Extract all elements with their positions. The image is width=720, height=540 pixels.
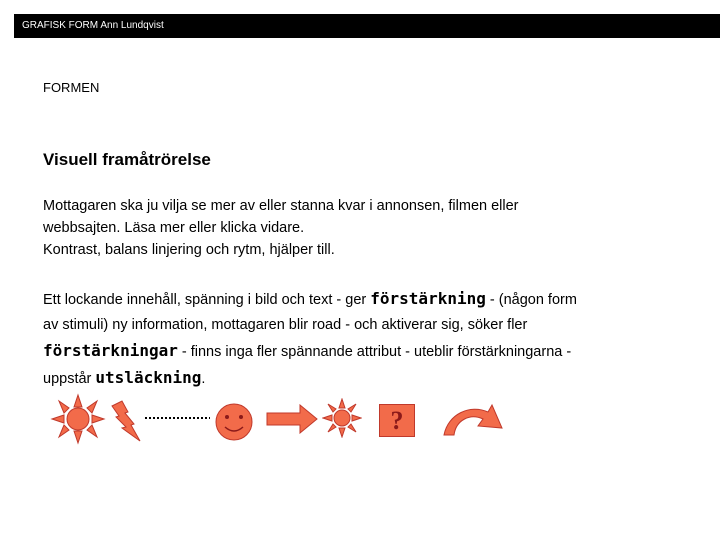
text-run: . — [201, 371, 206, 387]
paragraph-line — [43, 286, 683, 313]
intro-line: Mottagaren ska ju vilja se mer av eller stanna kvar i annonsen, filmen eller — [43, 198, 519, 214]
intro-text — [43, 195, 643, 261]
header-bar — [14, 14, 720, 38]
text-run: - finns inga fler spännande attribut - uteblir förstärkningarna - — [177, 344, 572, 360]
intro-line: webbsajten. Läsa mer eller klicka vidare. — [43, 220, 305, 236]
term-forstarkning: förstärkning — [370, 289, 486, 308]
section-label: FORMEN — [43, 80, 100, 95]
lightning-icon — [110, 400, 142, 442]
term-forstarkningar: förstärkningar — [43, 341, 178, 360]
curved-arrow-icon — [442, 402, 504, 438]
smiley-icon — [214, 402, 254, 442]
header-title: GRAFISK FORM Ann Lundqvist — [22, 20, 164, 31]
text-run: uppstår — [43, 371, 96, 387]
slide-heading: Visuell framåtrörelse — [43, 150, 211, 169]
question-mark-icon — [379, 404, 415, 437]
intro-line: Kontrast, balans linjering och rytm, hjälper till. — [43, 242, 335, 258]
term-utslackning: utsläckning — [95, 368, 202, 387]
paragraph-line — [43, 338, 683, 365]
paragraph-line: av stimuli) ny information, mottagaren blir road - och aktiverar sig, söker fler — [43, 317, 528, 333]
text-run: Ett lockande innehåll, spänning i bild och text - ger — [43, 292, 371, 308]
body-paragraph — [43, 286, 683, 392]
small-sun-icon — [322, 398, 362, 438]
text-run: - (någon form — [485, 292, 577, 308]
paragraph-line — [43, 365, 683, 392]
question-mark-glyph: ? — [390, 406, 404, 435]
sun-icon — [48, 393, 108, 445]
dotted-line-icon — [144, 414, 212, 422]
right-arrow-icon — [266, 404, 318, 434]
